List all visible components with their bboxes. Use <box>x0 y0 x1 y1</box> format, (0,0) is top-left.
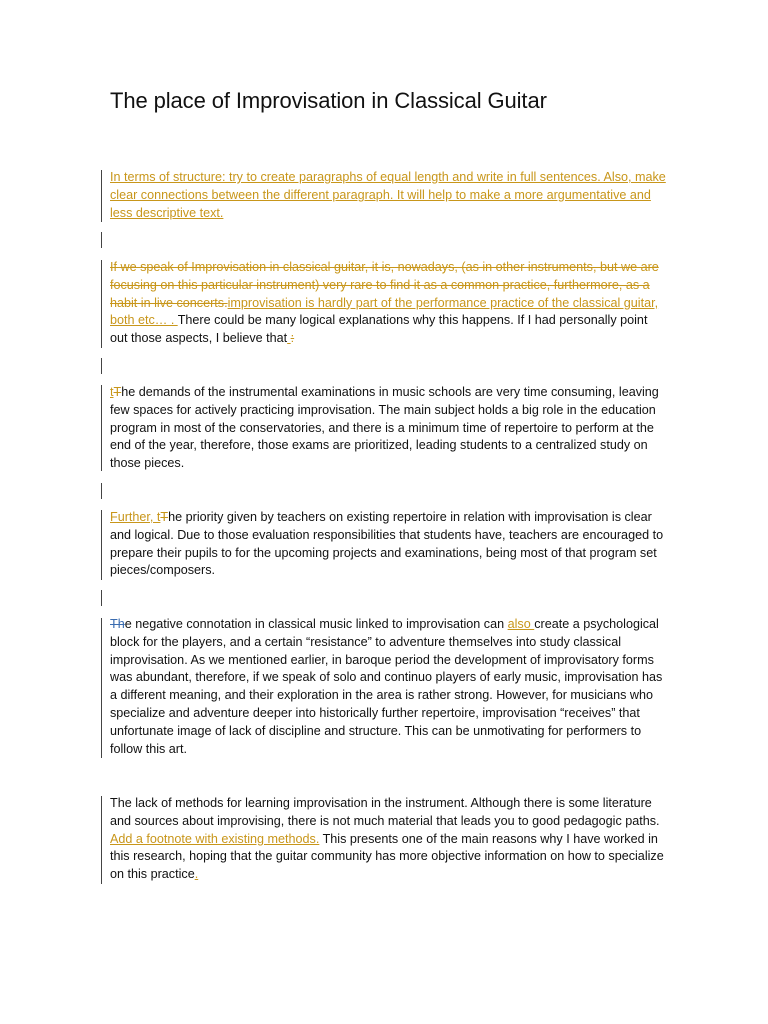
paragraph-text: he demands of the instrumental examinations in music schools are very time consuming, leaving few spaces for actively practicing improvisation. The main subject holds a big role in the education program in most of the conservatories, and there is a minimum time of repertoire to perform at the end of the year, therefore, those exams are prioritized, leading students to a centralized study on those pieces. <box>110 385 659 471</box>
tracked-insertion[interactable]: Add a footnote with existing methods. <box>110 831 320 846</box>
tracked-insertion[interactable]: improvisation is hardly part of the performance practice of the classical guitar, both etc… . <box>110 295 659 328</box>
change-bar <box>101 796 102 884</box>
change-bar <box>101 385 102 471</box>
change-bar <box>101 358 102 374</box>
paragraph-text: e negative connotation in classical music linked to improvisation can <box>124 617 508 631</box>
paragraph-examinations[interactable] <box>110 384 666 473</box>
tracked-insertion[interactable]: t <box>110 385 114 399</box>
tracked-deletion[interactable]: Th <box>110 617 125 631</box>
tracked-deletion[interactable]: : <box>290 331 295 346</box>
paragraph-text: create a psychological block for the players, and a certain “resistance” to adventure themselves into study classical improvisation. As we mentioned earlier, in baroque period the development of improvisatory forms was abundant, therefore, if we speak of solo and continuo players of early music, improvisation has a different meaning, and their exploration in the area is rather strong. However, for musicians who specialize and adventure deeper into historically further repertoire, improvisation “receives” that unfortunate image of lack of discipline and structure. This can be unmotivating for performers to follow this art. <box>110 617 663 756</box>
tracked-insertion[interactable]: Further, t <box>110 510 161 524</box>
paragraph-text: The lack of methods for learning improvisation in the instrument. Although there is some literature and sources about improvising, there is not much material that leads you to good pedagogic paths. <box>110 796 660 828</box>
document-title: The place of Improvisation in Classical Guitar <box>110 88 547 113</box>
change-bar <box>101 618 102 758</box>
paragraph-structure-note[interactable] <box>110 169 666 222</box>
paragraph-negative-connotation[interactable] <box>110 616 666 758</box>
change-bar <box>101 260 102 348</box>
change-bar <box>101 510 102 580</box>
tracked-insertion[interactable]: In terms of structure: try to create paragraphs of equal length and write in full sentences. Also, make clear connections between the different paragraph. It will help to make a more argumentative and less descriptive text. <box>110 170 666 220</box>
change-bar <box>101 483 102 499</box>
change-bar <box>101 590 102 606</box>
paragraph-intro[interactable] <box>110 259 666 348</box>
tracked-insertion[interactable]: also <box>507 617 535 631</box>
tracked-deletion[interactable]: If we speak of Improvisation in classical guitar, it is, nowadays, (as in other instruments, but we are focusing on this particular instrument) very rare to find it as a common practice, furthermore, as a habit in live concerts. <box>110 260 659 310</box>
paragraph-lack-of-methods[interactable] <box>110 795 666 884</box>
tracked-insertion[interactable]: . <box>194 867 199 882</box>
change-bar <box>101 170 102 222</box>
paragraph-text: This presents one of the main reasons why I have worked in this research, hoping that the guitar community has more objective information on how to specialize on this practice <box>110 831 664 882</box>
change-bar <box>101 232 102 248</box>
paragraph-text: he priority given by teachers on existing repertoire in relation with improvisation is clear and logical. Due to those evaluation responsibilities that students have, teachers are encouraged to prepare their pupils to for the upcoming projects and examinations, being most of that program set pieces/composers. <box>110 510 664 578</box>
tracked-deletion[interactable]: T <box>160 510 169 524</box>
paragraph-repertoire-priority[interactable] <box>110 509 666 580</box>
paragraph-text: There could be many logical explanations why this happens. If I had personally point out those aspects, I believe that <box>110 313 648 346</box>
tracked-deletion[interactable]: T <box>113 385 122 399</box>
